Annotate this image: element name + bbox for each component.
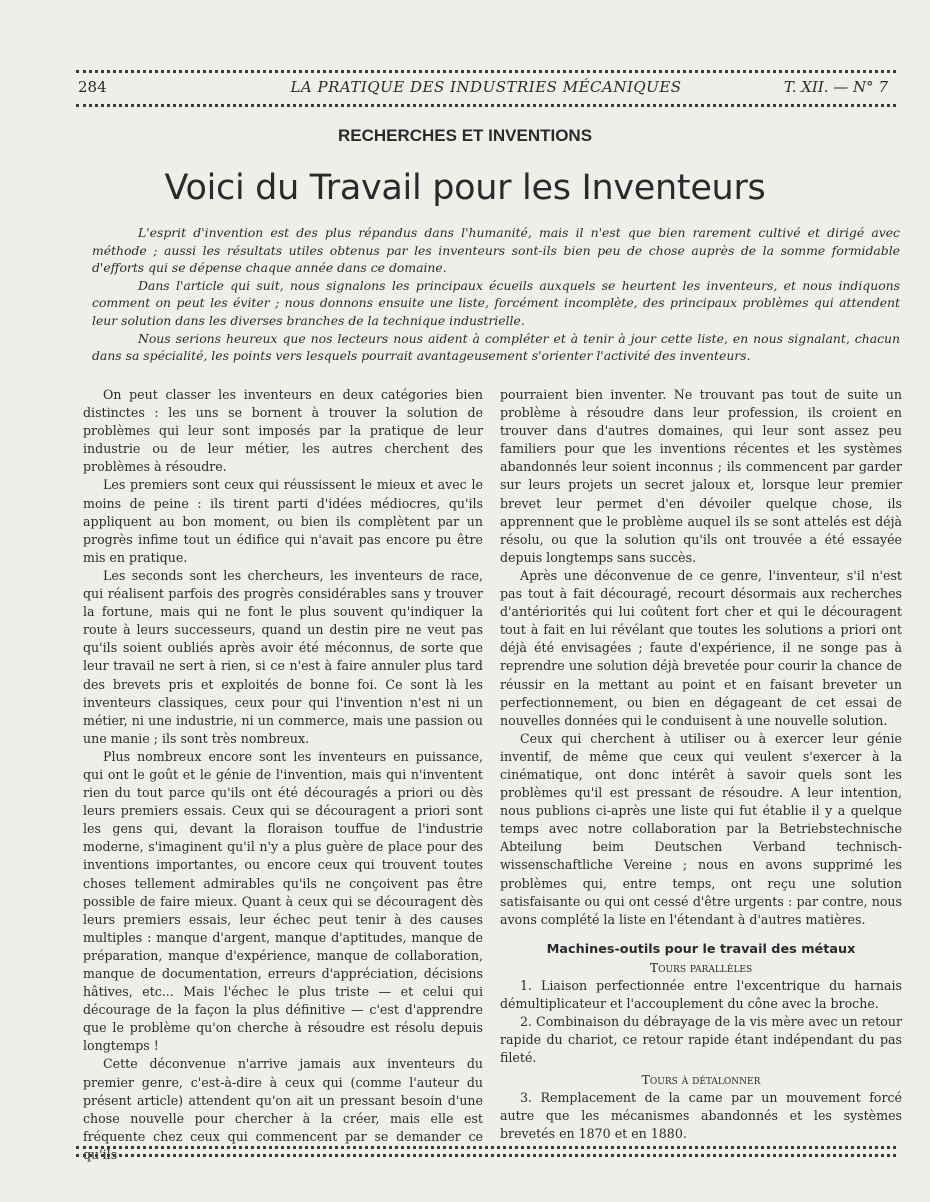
section-heading: RECHERCHES ET INVENTIONS xyxy=(337,126,593,145)
list-subheading: Tours à détalonner xyxy=(641,1072,761,1088)
journal-title: LA PRATIQUE DES INDUSTRIES MÉCANIQUES xyxy=(290,78,682,96)
body-paragraph: Après une déconvenue de ce genre, l'inventeur, s'il n'est pas tout à fait découragé, recourt désormais aux recherches d'antériorités qui lui coûtent fort cher et qui le découragent tout à fait en lui révélant que toutes les solutions a priori ont déjà été envisagées ; faute d'expérience, il ne songe pas à reprendre une solution déjà brevetée pour courir la chance de réussir en la mettant au point et en faisant breveter un perfectionnement, ou bien en dégageant de cet essai de nouvelles données qui le conduisent à une nouvelle solution. xyxy=(500,567,902,728)
body-paragraph: Cette déconvenue n'arrive jamais aux inventeurs du premier genre, c'est-à-dire à ceux qui (comme l'auteur du présent article) attendent qu'on ait un pressant besoin d'une chose nouvelle pour chercher à la créer, mais elle est fréquente chez ceux qui commencent par se demander ce qu'ils xyxy=(83,1056,483,1162)
header-dotted-rule xyxy=(76,104,896,107)
list-item: 1. Liaison perfectionnée entre l'excentrique du harnais démultiplicateur et l'accouplement du cône avec la broche. xyxy=(500,977,902,1011)
list-item: 2. Combinaison du débrayage de la vis mère avec un retour rapide du chariot, ce retour rapide étant indépendant du pas fileté. xyxy=(500,1014,902,1066)
running-header xyxy=(76,78,896,98)
body-paragraph: Plus nombreux encore sont les inventeurs en puissance, qui ont le goût et le génie de l'invention, mais qui n'inventent rien du tout parce qu'ils ont été découragés a priori ou dès leurs premiers essais. Ceux qui se découragent a priori sont les gens qui, devant la floraison touffue de l'industrie moderne, s'imaginent qu'il n'y a plus guère de place pour des inventions importantes, ou encore ceux qui trouvent toutes choses tellement admirables qu'ils ne conçoivent pas être possible de faire mieux. Quant à ceux qui se découragent dès leurs premiers essais, leur échec peut tenir à des causes multiples : manque d'argent, manque d'aptitudes, manque de préparation, manque d'expérience, manque de collaboration, manque de documentation, erreurs d'appréciation, décisions hâtives, etc... Mais l'échec le plus triste — et celui qui décourage de la façon la plus définitive — c'est d'apprendre que le problème qu'on cherche à résoudre est résolu depuis longtemps ! xyxy=(83,748,483,1054)
intro-paragraph: Nous serions heureux que nos lecteurs nous aident à compléter et à tenir à jour cette liste, en nous signalant, chacun dans sa spécialité, les points vers lesquels pourrait avantageusement s'orienter l'activité des inventeurs. xyxy=(92,330,900,364)
left-column xyxy=(83,386,483,1164)
footer-dotted-rule xyxy=(76,1154,896,1157)
issue-number: T. XII. — N° 7 xyxy=(783,78,888,96)
list-item: 3. Remplacement de la came par un mouvement forcé autre que les mécanismes abandonnés et les systèmes brevetés en 1870 et en 1880. xyxy=(500,1090,902,1142)
body-paragraph: Ceux qui cherchent à utiliser ou à exercer leur génie inventif, de même que ceux qui veulent s'exercer à la cinématique, ont donc intérêt à savoir quels sont les problèmes qu'il est pressant de résoudre. A leur intention, nous publions ci-après une liste qui fut établie il y a quelque temps avec notre collaboration par la Betriebstechnische Abteilung beim Deutschen Verband technisch-wissenschaftliche Vereine ; nous en avons supprimé les problèmes qui, entre temps, ont reçu une solution satisfaisante ou qui ont cessé d'être urgents : par contre, nous avons complété la liste en l'étendant à d'autres matières. xyxy=(500,730,902,927)
body-paragraph: Les seconds sont les chercheurs, les inventeurs de race, qui réalisent parfois des progrès considérables sans y trouver la fortune, mais qui ne font le plus souvent qu'indiquer la route à leurs successeurs, quand un destin pire ne veut pas qu'ils soient oubliés après avoir été méconnus, de sorte que leur travail ne sert à rien, si ce n'est à faire annuler plus tard des brevets pris et exploités de bonne foi. Ce sont là les inventeurs classiques, ceux pour qui l'invention n'est ni un métier, ni une industrie, ni un commerce, mais une passion ou une manie ; ils sont très nombreux. xyxy=(83,567,483,746)
footer-dotted-rule xyxy=(76,1146,896,1149)
page-number: 284 xyxy=(78,78,107,96)
list-heading: Machines-outils pour le travail des métaux xyxy=(546,941,856,957)
body-paragraph: Les premiers sont ceux qui réussissent le mieux et avec le moins de peine : ils tirent parti d'idées médiocres, qu'ils appliquent au bon moment, ou bien ils complètent par un progrès infime tout un édifice qui n'avait pas encore pu être mis en pratique. xyxy=(83,477,483,565)
body-paragraph: On peut classer les inventeurs en deux catégories bien distinctes : les uns se bornent à trouver la solution de problèmes qui leur sont imposés par la pratique de leur industrie ou de leur métier, les autres cherchent des problèmes à résoudre. xyxy=(83,387,483,475)
top-dotted-rule xyxy=(76,70,896,73)
intro-paragraph: Dans l'article qui suit, nous signalons les principaux écueils auxquels se heurtent les inventeurs, et nous indiquons comment on peut les éviter ; nous donnons ensuite une liste, forcément incomplète, des principaux problèmes qui attendent leur solution dans les diverses branches de la technique industrielle. xyxy=(92,277,900,328)
right-column xyxy=(500,386,902,1144)
article-title: Voici du Travail pour les Inventeurs xyxy=(164,168,766,208)
article-intro xyxy=(92,224,900,365)
body-paragraph: pourraient bien inventer. Ne trouvant pas tout de suite un problème à résoudre dans leur profession, ils croient en trouver dans d'autres domaines, qui leur sont assez peu familiers pour que les inventions récentes et les systèmes abandonnés leur soient inconnus ; ils commencent par garder sur leurs projets un secret jaloux et, lorsque leur premier brevet leur permet d'en dévoiler quelque chose, ils apprennent que le problème auquel ils se sont attelés est déjà résolu, ou que la solution qu'ils ont trouvée a été essayée depuis longtemps sans succès. xyxy=(500,387,902,565)
intro-paragraph: L'esprit d'invention est des plus répandus dans l'humanité, mais il n'est que bien rarement cultivé et dirigé avec méthode ; aussi les résultats utiles obtenus par les inventeurs sont-ils bien peu de chose auprès de la somme formidable d'efforts qui se dépense chaque année dans ce domaine. xyxy=(92,225,900,276)
list-subheading: Tours parallèles xyxy=(649,959,753,975)
